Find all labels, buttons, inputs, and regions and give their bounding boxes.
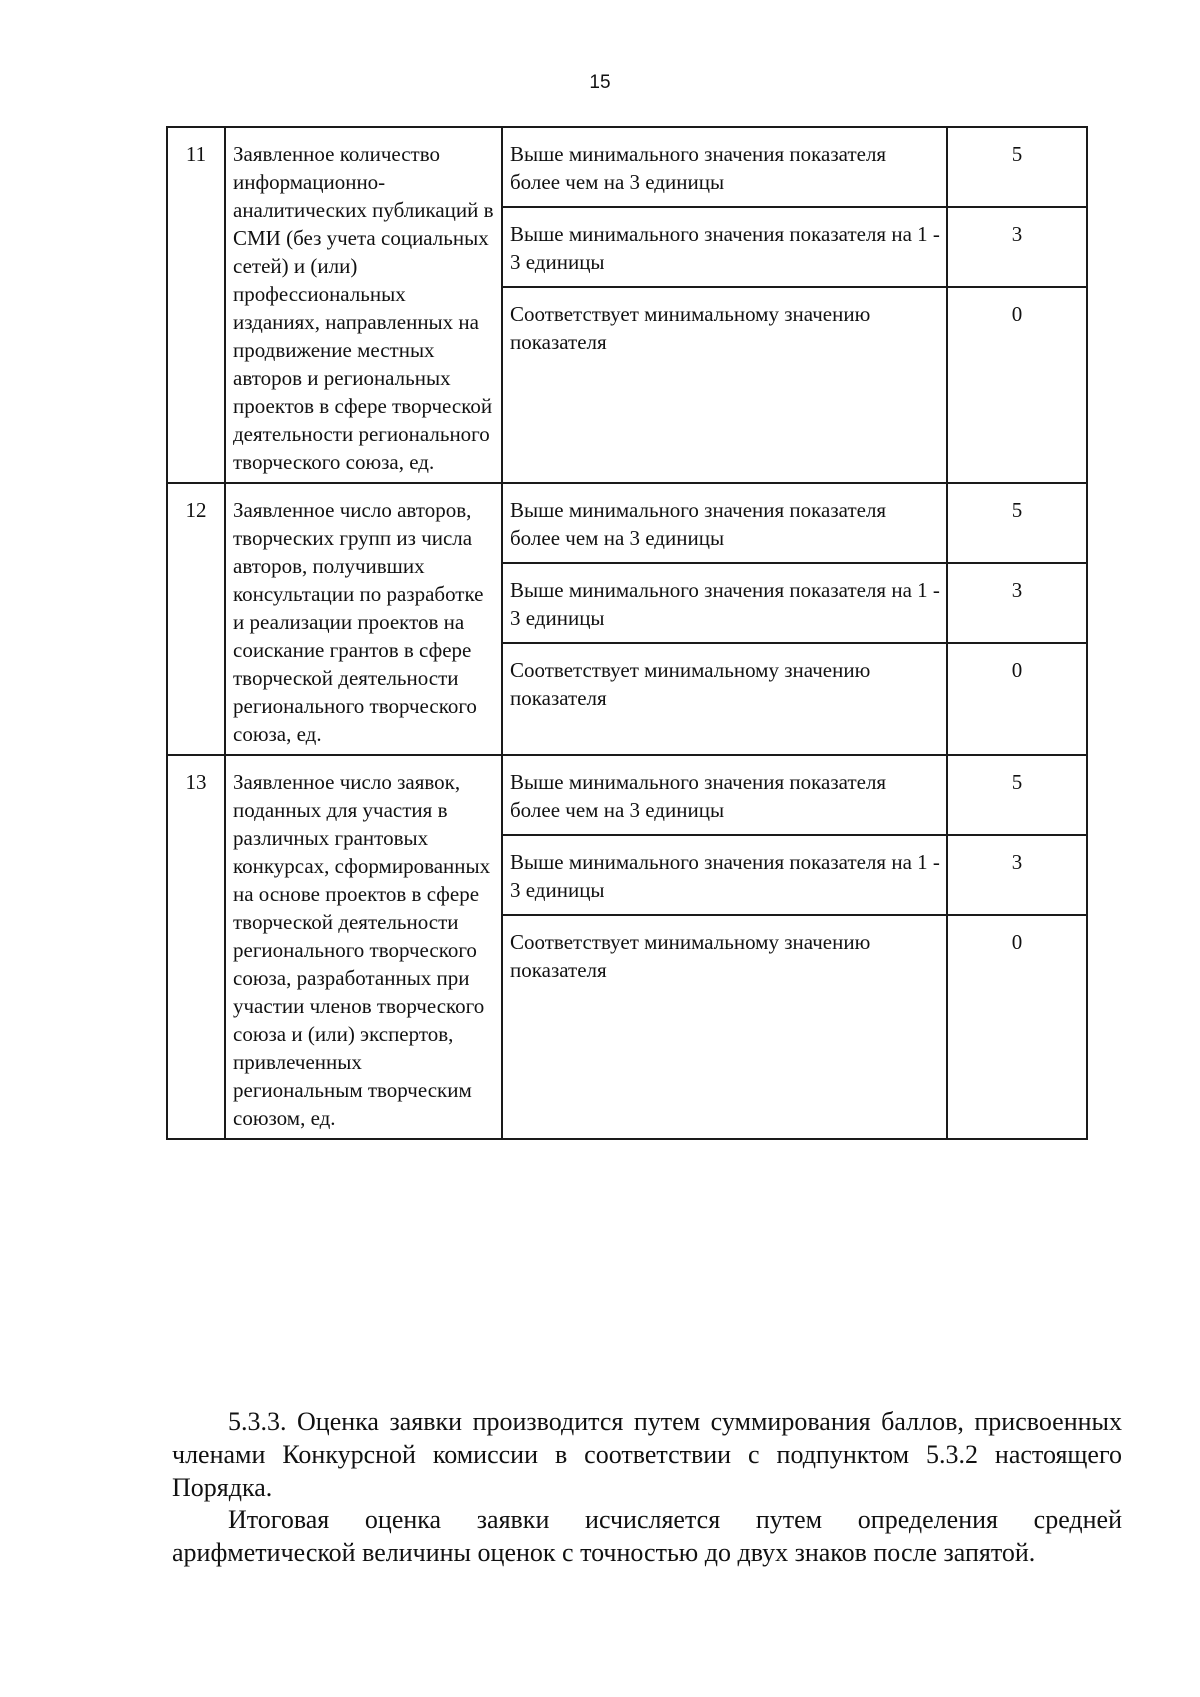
criterion-number: 13 <box>167 755 225 1139</box>
score-cell: 3 <box>947 207 1087 287</box>
condition-cell: Соответствует минимальному значению показателя <box>502 643 947 755</box>
condition-cell: Выше минимального значения показателя на 1 - 3 единицы <box>502 835 947 915</box>
page-number: 15 <box>589 72 611 93</box>
criterion-name: Заявленное число заявок, поданных для участия в различных грантовых конкурсах, сформированных на основе проектов в сфере творческой деятельности регионального творческого союза, разработанных при участии членов творческого союза и (или) экспертов, привлеченных региональным творческим союзом, ед. <box>225 755 502 1139</box>
condition-cell: Выше минимального значения показателя на 1 - 3 единицы <box>502 207 947 287</box>
criteria-table <box>166 126 1088 1140</box>
condition-cell: Выше минимального значения показателя на 1 - 3 единицы <box>502 563 947 643</box>
criterion-name: Заявленное количество информационно-аналитических публикаций в СМИ (без учета социальных сетей) и (или) профессиональных изданиях, направленных на продвижение местных авторов и региональных проектов в сфере творческой деятельности регионального творческого союза, ед. <box>225 127 502 483</box>
condition-cell: Соответствует минимальному значению показателя <box>502 915 947 1139</box>
criterion-name: Заявленное число авторов, творческих групп из числа авторов, получивших консультации по разработке и реализации проектов на соискание грантов в сфере творческой деятельности регионального творческого союза, ед. <box>225 483 502 755</box>
score-cell: 0 <box>947 915 1087 1139</box>
criterion-number: 11 <box>167 127 225 483</box>
condition-cell: Соответствует минимальному значению показателя <box>502 287 947 483</box>
score-cell: 5 <box>947 127 1087 207</box>
condition-cell: Выше минимального значения показателя более чем на 3 единицы <box>502 755 947 835</box>
score-cell: 0 <box>947 643 1087 755</box>
criterion-number: 12 <box>167 483 225 755</box>
paragraph-final-score: Итоговая оценка заявки исчисляется путем определения средней арифметической величины оценок с точностью до двух знаков после запятой. <box>172 1505 1122 1567</box>
table-row <box>167 755 1087 835</box>
table-row <box>167 127 1087 207</box>
paragraph-5-3-3: 5.3.3. Оценка заявки производится путем суммирования баллов, присвоенных членами Конкурсной комиссии в соответствии с подпунктом 5.3.2 настоящего Порядка. <box>172 1407 1122 1502</box>
score-cell: 5 <box>947 755 1087 835</box>
table-row <box>167 483 1087 563</box>
score-cell: 3 <box>947 835 1087 915</box>
condition-cell: Выше минимального значения показателя более чем на 3 единицы <box>502 127 947 207</box>
score-cell: 0 <box>947 287 1087 483</box>
score-cell: 3 <box>947 563 1087 643</box>
score-cell: 5 <box>947 483 1087 563</box>
condition-cell: Выше минимального значения показателя более чем на 3 единицы <box>502 483 947 563</box>
